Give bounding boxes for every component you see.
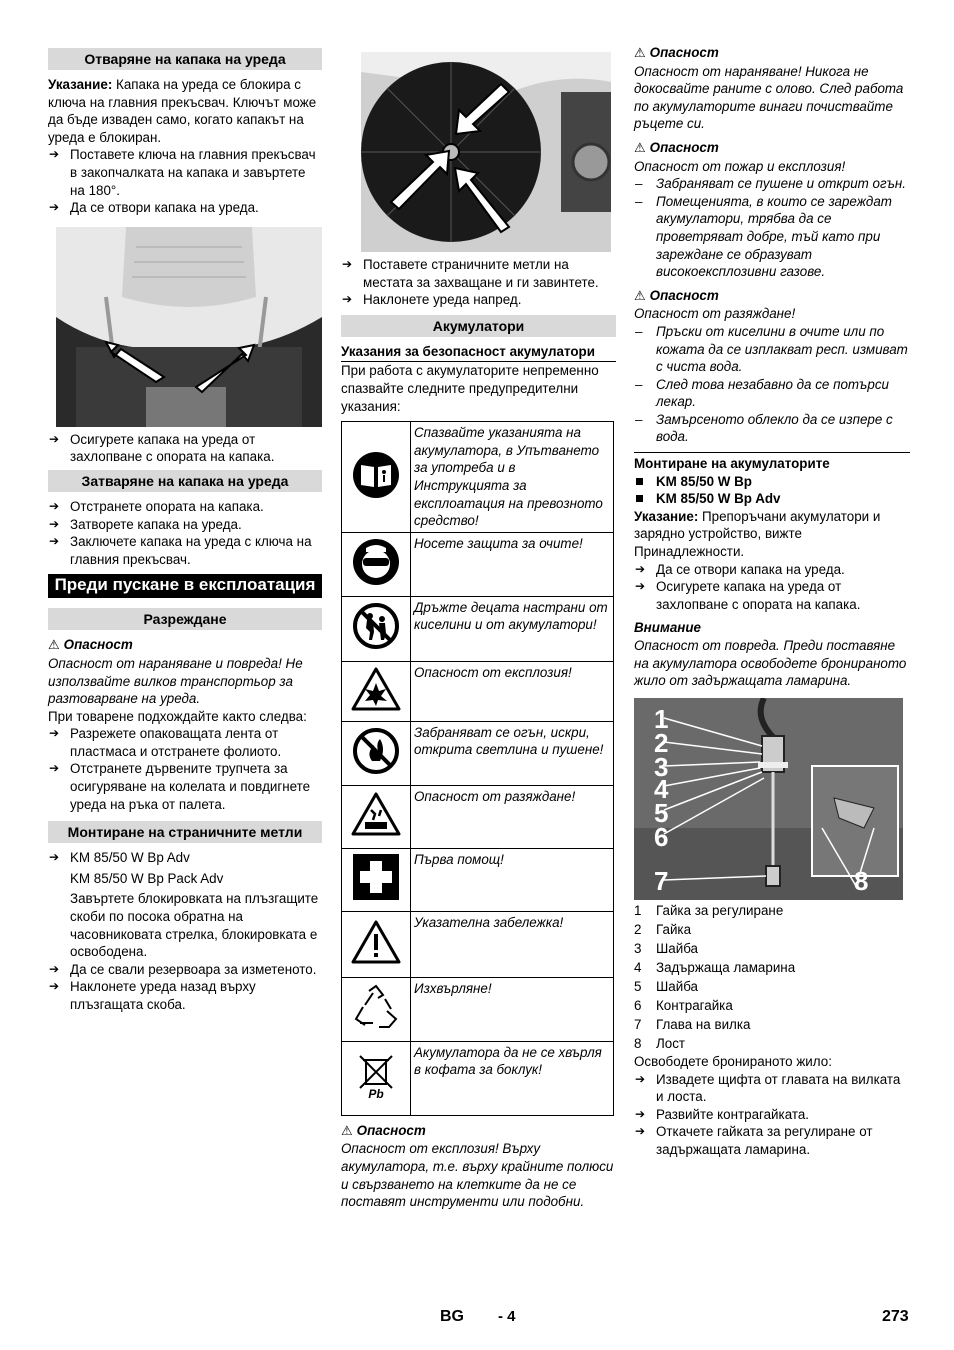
subheading-mount-batteries: Монтиране на акумулаторите — [634, 456, 830, 472]
note-paragraph — [48, 76, 322, 146]
explosion-hazard-icon — [351, 667, 401, 711]
danger-text: Опасност от разяждане! — [634, 306, 796, 322]
danger-label: ⚠ Опасност — [48, 637, 133, 654]
legend-item: 8 Лост — [634, 1036, 686, 1052]
heading-close-lid: Затваряне на капака на уреда — [48, 470, 322, 492]
danger-label: ⚠ Опасност — [634, 287, 719, 304]
symbol-text: Опасност от разяждане! — [411, 785, 614, 848]
heading-batteries: Акумулатори — [341, 315, 616, 337]
attention-label: Внимание — [634, 620, 702, 636]
corrosive-hazard-icon — [351, 792, 401, 836]
warning-triangle-icon: ⚠ — [634, 46, 646, 61]
model-line: KM 85/50 W Bp Adv — [634, 490, 910, 508]
symbol-text: Дръжте децата настрани от киселини и от акумулатори! — [411, 596, 614, 661]
symbol-text: Спазвайте указанията на акумулатора, в Упътването за употреба и в Инструкцията за експлоатация на превозното средство! — [411, 422, 614, 533]
symbol-text: Изхвърляне! — [411, 977, 614, 1041]
step: ➔ Откачете гайката за регулиране от задържащата ламарина. — [634, 1123, 910, 1158]
model-line: ➔ KM 85/50 W Bp Adv — [48, 849, 322, 867]
danger-text: Опасност от експлозия! Върху акумулатора, т.е. върху крайните полюси и свързването на клетките да не се поставят инструменти или подобни. — [341, 1141, 614, 1210]
dash-item: – Замърсеното облекло да се изпере с вода. — [634, 411, 910, 446]
legend-item: 3 Шайба — [634, 940, 699, 956]
footer-language: BG — [440, 1308, 464, 1325]
recycle-icon — [351, 983, 401, 1031]
warning-triangle-icon: ⚠ — [341, 1123, 353, 1139]
step: ➔ Поставете ключа на главния прекъсвач в закопчалката на капака и завъртете на 180°. — [48, 146, 322, 199]
step: ➔ Осигурете капака на уреда от захлопване с опората на капака. — [634, 578, 910, 613]
step: ➔ Наклонете уреда назад върху плъзгащата скоба. — [48, 978, 322, 1013]
legend-item: 7 Глава на вилка — [634, 1017, 751, 1033]
heading-side-brushes: Монтиране на страничните метли — [48, 821, 322, 843]
step: ➔ Разрежете опаковащата лента от пластмаса и отстранете фолиото. — [48, 725, 322, 760]
figure-number: 3 — [654, 751, 669, 782]
step: ➔ Заключете капака на уреда с ключа на главния прекъсвач. — [48, 533, 322, 568]
paragraph: При товарене подхождайте както следва: — [48, 708, 307, 724]
danger-label: ⚠ Опасност — [634, 139, 719, 156]
legend-item: 2 Гайка — [634, 921, 692, 937]
danger-label: ⚠ Опасност — [341, 1122, 426, 1139]
figure-number: 7 — [654, 865, 669, 896]
dash-item: – Пръски от киселини в очите или по кожата да се изплакват респ. измиват с чиста вода. — [634, 323, 910, 376]
eye-protection-icon — [352, 538, 400, 586]
symbol-text: Първа помощ! — [411, 848, 614, 911]
danger-text: Опасност от нараняване! Никога не докосвайте раните с олово. След работа по акумулаторите винаги почиствайте ръцете си. — [634, 63, 904, 132]
step: ➔ Отстранете дървените трупчета за осигуряване на колелата и повдигнете уреда на ръка от палета. — [48, 760, 322, 813]
warning-triangle-icon: ⚠ — [48, 638, 60, 654]
danger-label: ⚠ Опасност — [634, 45, 719, 61]
lid-support-photo — [56, 227, 322, 427]
figure-number: 2 — [654, 727, 669, 758]
pb-label: Pb — [368, 1086, 384, 1100]
dash-item: – Забраняват се пушене и открит огън. — [634, 175, 910, 193]
symbol-text: Носете защита за очите! — [411, 532, 614, 596]
dash-item: – След това незабавно да се потърси лекар. — [634, 376, 910, 411]
warning-triangle-icon: ⚠ — [634, 140, 646, 156]
note-label: Указание: — [48, 77, 113, 92]
figure-number: 1 — [654, 703, 669, 734]
divider — [634, 452, 910, 453]
step: ➔ Осигурете капака на уреда от захлопване с опората на капака. — [48, 431, 322, 466]
danger-text: Опасност от пожар и експлозия! — [634, 158, 846, 174]
dash-item: – Помещенията, в които се зареждат акумулатори, трябва да се проветряват добре, тъй като при зареждане се образуват високоексплозивни газове. — [634, 193, 910, 281]
note-label: Указание: — [634, 508, 699, 524]
paragraph: При работа с акумулаторите непременно спазвайте следните предупредителни указания: — [341, 363, 599, 414]
figure-number: 8 — [854, 865, 869, 896]
paragraph: Освободете бронираното жило: — [634, 1054, 832, 1070]
symbol-text: Указателна забележка! — [411, 911, 614, 977]
step: ➔ Извадете щифта от главата на вилката и лоста. — [634, 1071, 910, 1106]
side-brush-photo — [361, 52, 611, 252]
footer-section-page: - 4 — [498, 1308, 516, 1325]
attention-text: Опасност от повреда. Преди поставяне на акумулатора освободете бронираното жило от задържащата ламарина. — [634, 638, 907, 689]
step: ➔ Да се отвори капака на уреда. — [48, 199, 322, 217]
figure-number: 4 — [654, 773, 669, 804]
column-left — [48, 44, 322, 1014]
general-warning-icon — [351, 920, 401, 964]
model-line: KM 85/50 W Bp Pack Adv — [70, 870, 224, 886]
column-middle — [341, 44, 616, 1211]
battery-symbols-table — [341, 421, 614, 1116]
step: ➔ Да се свали резервоара за изметеното. — [48, 961, 322, 979]
figure-number: 5 — [654, 797, 669, 828]
step: ➔ Затворете капака на уреда. — [48, 516, 322, 534]
footer-page-number: 273 — [882, 1308, 909, 1325]
step: ➔ Отстранете опората на капака. — [48, 498, 322, 516]
step: ➔ Развийте контрагайката. — [634, 1106, 910, 1124]
subheading-battery-safety: Указания за безопасност акумулатори — [341, 343, 616, 363]
heading-unpacking: Разреждане — [48, 608, 322, 630]
figure-number: 6 — [654, 821, 669, 852]
symbol-text: Опасност от експлозия! — [411, 661, 614, 721]
legend-item: 5 Шайба — [634, 979, 699, 995]
symbol-text: Забраняват се огън, искри, открита светлина и пушене! — [411, 721, 614, 785]
symbol-text: Акумулатора да не се хвърля в кофата за боклук! — [411, 1041, 614, 1115]
keep-children-away-icon — [352, 602, 400, 650]
legend-item: 4 Задържаща ламарина — [634, 960, 796, 976]
legend-item: 6 Контрагайка — [634, 998, 733, 1014]
warning-triangle-icon: ⚠ — [634, 288, 646, 304]
model-line: KM 85/50 W Bp — [634, 473, 910, 491]
note-text: Капака на уреда се блокира с ключа на главния прекъсвач. Ключът може да бъде изваден само, когато капакът на уреда е блокиран. — [48, 77, 317, 145]
step: ➔ Наклонете уреда напред. — [341, 291, 616, 309]
heading-open-lid: Отваряне на капака на уреда — [48, 48, 322, 70]
legend-item: 1 Гайка за регулиране — [634, 902, 784, 918]
paragraph: Завъртете блокировката на плъзгащите скоби по посока обратна на часовниковата стрелка, блокировката е освободена. — [70, 891, 319, 960]
note-paragraph — [634, 508, 910, 561]
step: ➔ Поставете страничните метли на местата за захващане и ги завинтете. — [341, 256, 616, 291]
first-aid-icon — [353, 854, 399, 900]
danger-text: Опасност от нараняване и повреда! Не използвайте вилков транспортьор за разтоварване на уреда. — [48, 655, 303, 707]
column-right — [634, 44, 910, 1159]
battery-cable-photo — [634, 698, 903, 900]
no-trash-bin-icon — [354, 1052, 398, 1100]
note-text: Препоръчани акумулатори и зарядно устройство, вижте Принадлежности. — [634, 508, 881, 560]
step: ➔ Да се отвори капака на уреда. — [634, 561, 910, 579]
read-manual-icon — [352, 451, 400, 499]
section-heading-before-start: Преди пускане в експлоатация — [48, 574, 322, 598]
no-open-flame-icon — [352, 727, 400, 775]
